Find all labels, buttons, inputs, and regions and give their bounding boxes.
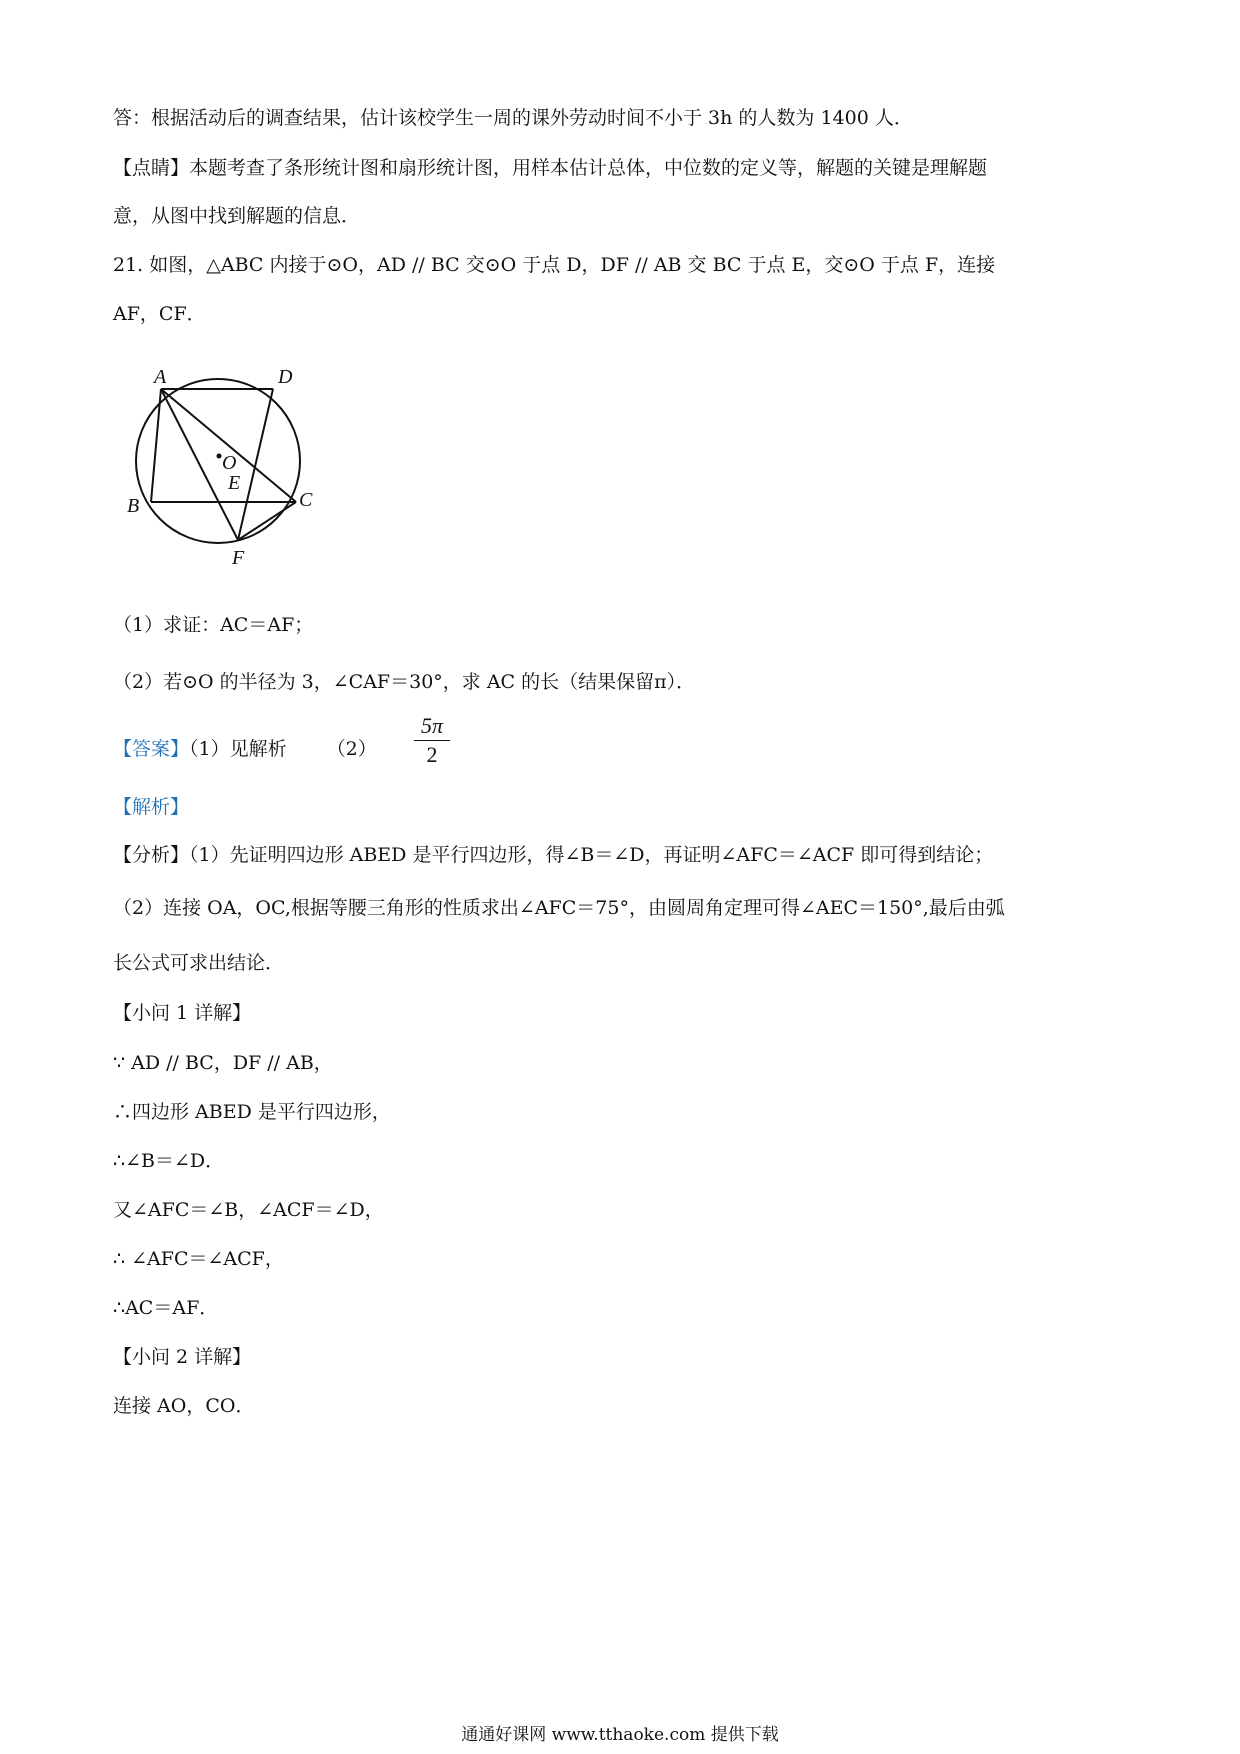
answer-fraction [412,713,452,768]
subquestion-1: （1）求证：AC＝AF； [113,614,314,636]
label-e: E [228,472,241,494]
geometry-figure [118,360,318,575]
xiaowen-1-heading: 【小问 1 详解】 [113,1002,252,1024]
question-21-line-2: AF，CF． [113,303,206,325]
segment-cf [238,502,296,540]
question-21-line-1: 21. 如图，△ABC 内接于⊙O，AD // BC 交⊙O 于点 D，DF // AB 交 BC 于点 E，交⊙O 于点 F，连接 [113,254,996,276]
proof-step-1: ∵ AD // BC，DF // AB， [113,1052,333,1074]
label-c: C [299,489,313,511]
page-footer: 通通好课网 www.tthaoke.com 提供下载 [461,1725,779,1745]
fraction-bar [414,740,450,741]
fenxi-line-1: 【分析】（1）先证明四边形 ABED 是平行四边形，得∠B＝∠D，再证明∠AFC＝∠ACF 即可得到结论； [113,844,994,866]
proof-step-2: ∴四边形 ABED 是平行四边形， [113,1101,391,1123]
answer-part-1: （1）见解析 [189,738,287,760]
label-b: B [127,495,140,517]
circle-diagram [118,360,318,575]
label-d: D [278,366,293,388]
paragraph-dianjing-2: 意，从图中找到解题的信息． [113,205,361,227]
proof-step-3: ∴∠B＝∠D． [113,1150,225,1172]
answer-part-2: （2） [326,738,377,760]
jiexi-heading: 【解析】 [113,796,190,818]
proof-step-6: ∴AC＝AF． [113,1297,219,1319]
fraction-denominator: 2 [426,742,438,767]
segment-df [238,389,273,540]
xiaowen-2-heading: 【小问 2 详解】 [113,1346,252,1368]
answer-line [113,738,377,761]
proof-step-5: ∴ ∠AFC＝∠ACF， [113,1248,284,1270]
label-f: F [232,547,245,569]
answer-tag: 【答案】 [113,738,190,760]
center-point [217,454,222,459]
subquestion-2: （2）若⊙O 的半径为 3，∠CAF＝30°，求 AC 的长（结果保留π）． [113,671,696,693]
fenxi-line-3: 长公式可求出结论． [113,952,285,974]
fraction-numerator: 5π [420,713,444,738]
proof-step-7: 连接 AO，CO． [113,1395,255,1417]
paragraph-answer-summary: 答：根据活动后的调查结果，估计该校学生一周的课外劳动时间不小于 3h 的人数为 1400 人． [113,107,913,129]
label-a: A [154,366,167,388]
label-o: O [222,452,237,474]
proof-step-4: 又∠AFC＝∠B，∠ACF＝∠D， [113,1199,384,1221]
fenxi-line-2: （2）连接 OA，OC,根据等腰三角形的性质求出∠AFC＝75°，由圆周角定理可得∠AEC＝150°,最后由弧 [113,897,1005,919]
paragraph-dianjing-1: 【点睛】本题考查了条形统计图和扇形统计图，用样本估计总体，中位数的定义等，解题的关键是理解题 [113,157,988,179]
